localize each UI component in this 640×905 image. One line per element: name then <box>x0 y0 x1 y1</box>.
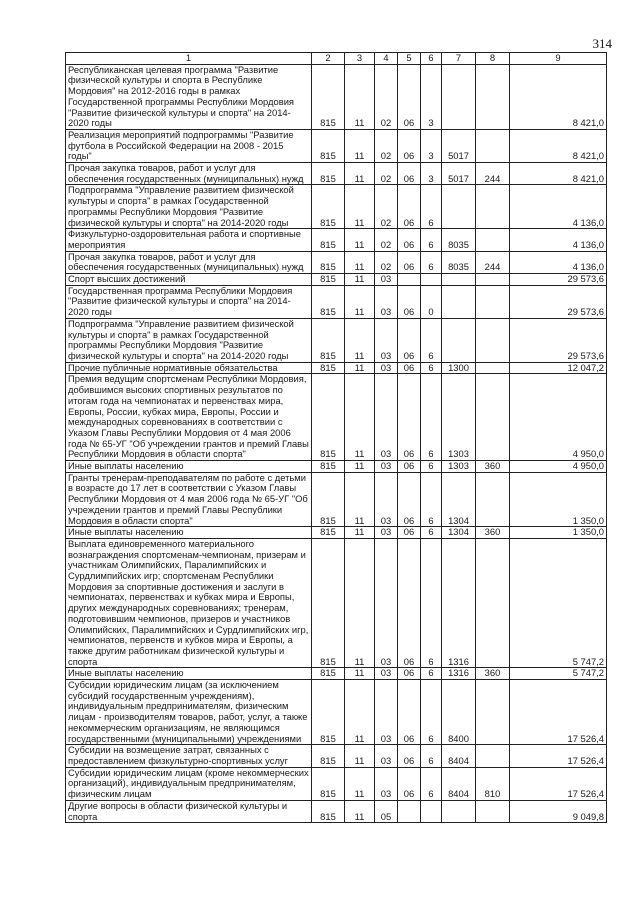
row-subsection: 03 <box>375 538 398 667</box>
row-subprogram: 6 <box>421 538 442 667</box>
row-target: 1316 <box>442 668 476 680</box>
row-section: 11 <box>345 163 375 185</box>
row-program <box>398 800 421 822</box>
row-subsection: 03 <box>375 472 398 527</box>
row-section: 11 <box>345 318 375 362</box>
row-expense-type <box>476 274 510 286</box>
table-row <box>66 185 607 229</box>
row-amount: 29 573,6 <box>510 274 607 286</box>
row-section: 11 <box>345 285 375 318</box>
row-target <box>442 800 476 822</box>
row-name: Субсидии на возмещение затрат, связанных с предоставлением физкультурно-спортивных услуг <box>66 745 312 767</box>
header-col-5: 5 <box>398 53 421 65</box>
row-program: 06 <box>398 64 421 129</box>
row-target <box>442 318 476 362</box>
row-chapter: 815 <box>312 745 345 767</box>
row-program <box>398 274 421 286</box>
row-chapter: 815 <box>312 362 345 374</box>
row-subprogram: 6 <box>421 745 442 767</box>
row-target: 1300 <box>442 362 476 374</box>
row-subprogram: 6 <box>421 668 442 680</box>
row-program: 06 <box>398 527 421 539</box>
row-amount: 4 950,0 <box>510 461 607 473</box>
row-program: 06 <box>398 472 421 527</box>
row-section: 11 <box>345 274 375 286</box>
row-subsection: 02 <box>375 64 398 129</box>
table-row <box>66 668 607 680</box>
row-program: 06 <box>398 538 421 667</box>
row-section: 11 <box>345 461 375 473</box>
row-name: Подпрограмма "Управление развитием физической культуры и спорта" в рамках Государственной программы Республики Мордовия "Развитие физической культуры и спорта" на 2014-2020 годы <box>66 318 312 362</box>
header-col-1: 1 <box>66 53 312 65</box>
row-expense-type: 810 <box>476 767 510 800</box>
row-expense-type <box>476 680 510 745</box>
row-subprogram: 6 <box>421 461 442 473</box>
table-row <box>66 745 607 767</box>
row-section: 11 <box>345 800 375 822</box>
row-name: Гранты тренерам-преподавателям по работе с детьми в возрасте до 17 лет в соответствии с Указом Главы Республики Мордовия от 4 мая 2006 года № 65-УГ "Об учреждении грантов и премий Главы Республики Мордовия в области спорта" <box>66 472 312 527</box>
table-row <box>66 229 607 251</box>
row-name: Иные выплаты населению <box>66 527 312 539</box>
row-chapter: 815 <box>312 800 345 822</box>
row-amount: 4 136,0 <box>510 229 607 251</box>
row-section: 11 <box>345 229 375 251</box>
row-subprogram: 6 <box>421 374 442 461</box>
row-subsection: 05 <box>375 800 398 822</box>
row-subprogram: 6 <box>421 251 442 273</box>
row-chapter: 815 <box>312 229 345 251</box>
row-subprogram <box>421 800 442 822</box>
row-subsection: 03 <box>375 285 398 318</box>
row-subprogram: 6 <box>421 472 442 527</box>
table-row <box>66 538 607 667</box>
row-target <box>442 274 476 286</box>
row-chapter: 815 <box>312 767 345 800</box>
row-amount: 4 136,0 <box>510 185 607 229</box>
header-col-9: 9 <box>510 53 607 65</box>
row-subprogram: 3 <box>421 129 442 162</box>
row-subsection: 03 <box>375 680 398 745</box>
row-target <box>442 185 476 229</box>
table-row <box>66 251 607 273</box>
header-row <box>66 53 607 65</box>
row-program: 06 <box>398 374 421 461</box>
row-subprogram <box>421 274 442 286</box>
row-amount: 1 350,0 <box>510 527 607 539</box>
row-program: 06 <box>398 251 421 273</box>
row-amount: 29 573,6 <box>510 285 607 318</box>
row-subprogram: 6 <box>421 229 442 251</box>
row-target: 1303 <box>442 374 476 461</box>
row-expense-type: 360 <box>476 527 510 539</box>
row-subsection: 02 <box>375 129 398 162</box>
table-row <box>66 285 607 318</box>
row-subsection: 02 <box>375 163 398 185</box>
row-target: 8035 <box>442 229 476 251</box>
row-subprogram: 3 <box>421 64 442 129</box>
row-subsection: 03 <box>375 668 398 680</box>
row-name: Государственная программа Республики Мордовия "Развитие физической культуры и спорта" на 2014-2020 годы <box>66 285 312 318</box>
row-program: 06 <box>398 285 421 318</box>
row-name: Другие вопросы в области физической культуры и спорта <box>66 800 312 822</box>
table-row <box>66 274 607 286</box>
row-target: 1303 <box>442 461 476 473</box>
table-row <box>66 163 607 185</box>
table-row <box>66 129 607 162</box>
row-program: 06 <box>398 129 421 162</box>
row-expense-type: 360 <box>476 461 510 473</box>
row-subsection: 03 <box>375 745 398 767</box>
row-chapter: 815 <box>312 64 345 129</box>
row-expense-type <box>476 362 510 374</box>
row-section: 11 <box>345 745 375 767</box>
row-program: 06 <box>398 680 421 745</box>
row-amount: 4 136,0 <box>510 251 607 273</box>
row-program: 06 <box>398 163 421 185</box>
row-chapter: 815 <box>312 318 345 362</box>
row-chapter: 815 <box>312 251 345 273</box>
row-expense-type: 244 <box>476 251 510 273</box>
row-amount: 29 573,6 <box>510 318 607 362</box>
row-target: 1304 <box>442 472 476 527</box>
row-name: Иные выплаты населению <box>66 461 312 473</box>
header-col-8: 8 <box>476 53 510 65</box>
row-section: 11 <box>345 680 375 745</box>
row-name: Иные выплаты населению <box>66 668 312 680</box>
table-row <box>66 374 607 461</box>
row-program: 06 <box>398 185 421 229</box>
row-amount: 4 950,0 <box>510 374 607 461</box>
row-target <box>442 64 476 129</box>
row-target: 5017 <box>442 129 476 162</box>
row-subsection: 02 <box>375 185 398 229</box>
row-target: 8035 <box>442 251 476 273</box>
row-chapter: 815 <box>312 129 345 162</box>
row-amount: 9 049,8 <box>510 800 607 822</box>
row-chapter: 815 <box>312 185 345 229</box>
row-subprogram: 6 <box>421 185 442 229</box>
header-col-6: 6 <box>421 53 442 65</box>
row-section: 11 <box>345 472 375 527</box>
row-expense-type <box>476 285 510 318</box>
table-row <box>66 527 607 539</box>
budget-table <box>65 52 607 823</box>
row-program: 06 <box>398 229 421 251</box>
row-section: 11 <box>345 374 375 461</box>
row-target: 1304 <box>442 527 476 539</box>
row-target: 1316 <box>442 538 476 667</box>
row-subprogram: 6 <box>421 527 442 539</box>
row-name: Прочая закупка товаров, работ и услуг для обеспечения государственных (муниципальных) нужд <box>66 251 312 273</box>
row-expense-type <box>476 800 510 822</box>
row-program: 06 <box>398 461 421 473</box>
row-name: Подпрограмма "Управление развитием физической культуры и спорта" в рамках Государственной программы Республики Мордовия "Развитие физической культуры и спорта" на 2014-2020 годы <box>66 185 312 229</box>
row-amount: 8 421,0 <box>510 129 607 162</box>
row-program: 06 <box>398 745 421 767</box>
header-col-2: 2 <box>312 53 345 65</box>
table-row <box>66 318 607 362</box>
row-target: 5017 <box>442 163 476 185</box>
row-chapter: 815 <box>312 285 345 318</box>
row-target: 8404 <box>442 745 476 767</box>
row-amount: 5 747,2 <box>510 668 607 680</box>
row-name: Реализация мероприятий подпрограммы "Развитие футбола в Российской Федерации на 2008 - 2015 годы" <box>66 129 312 162</box>
row-chapter: 815 <box>312 461 345 473</box>
row-target: 8400 <box>442 680 476 745</box>
row-section: 11 <box>345 668 375 680</box>
row-subsection: 02 <box>375 251 398 273</box>
row-chapter: 815 <box>312 538 345 667</box>
row-amount: 5 747,2 <box>510 538 607 667</box>
row-target: 8404 <box>442 767 476 800</box>
row-chapter: 815 <box>312 274 345 286</box>
row-section: 11 <box>345 64 375 129</box>
row-subsection: 03 <box>375 527 398 539</box>
row-subprogram: 3 <box>421 163 442 185</box>
row-expense-type <box>476 745 510 767</box>
table-row <box>66 64 607 129</box>
row-amount: 1 350,0 <box>510 472 607 527</box>
page-number: 314 <box>592 36 612 51</box>
row-expense-type <box>476 229 510 251</box>
row-expense-type: 244 <box>476 163 510 185</box>
row-expense-type <box>476 64 510 129</box>
row-target <box>442 285 476 318</box>
row-subsection: 03 <box>375 274 398 286</box>
row-section: 11 <box>345 129 375 162</box>
row-subsection: 03 <box>375 767 398 800</box>
row-name: Субсидии юридическим лицам (кроме некоммерческих организаций), индивидуальным предпринимателям, физическим лицам <box>66 767 312 800</box>
row-name: Физкультурно-оздоровительная работа и спортивные мероприятия <box>66 229 312 251</box>
row-chapter: 815 <box>312 472 345 527</box>
table-row <box>66 800 607 822</box>
row-expense-type <box>476 318 510 362</box>
row-amount: 12 047,2 <box>510 362 607 374</box>
row-chapter: 815 <box>312 668 345 680</box>
row-chapter: 815 <box>312 680 345 745</box>
row-subprogram: 6 <box>421 318 442 362</box>
row-section: 11 <box>345 538 375 667</box>
row-subprogram: 6 <box>421 767 442 800</box>
row-section: 11 <box>345 185 375 229</box>
row-chapter: 815 <box>312 374 345 461</box>
row-subprogram: 6 <box>421 680 442 745</box>
table-row <box>66 472 607 527</box>
row-chapter: 815 <box>312 163 345 185</box>
header-col-3: 3 <box>345 53 375 65</box>
row-amount: 17 526,4 <box>510 767 607 800</box>
row-name: Субсидии юридическим лицам (за исключением субсидий государственным учреждениям), индивидуальным предпринимателям, физическим лицам - производителям товаров, работ, услуг, а также некоммерческим организациям, не являющимся государственными (муниципальными) учреждениями <box>66 680 312 745</box>
row-subsection: 03 <box>375 374 398 461</box>
row-section: 11 <box>345 527 375 539</box>
row-expense-type <box>476 472 510 527</box>
row-program: 06 <box>398 362 421 374</box>
row-program: 06 <box>398 668 421 680</box>
row-name: Премия ведущим спортсменам Республики Мордовия, добившимся высоких спортивных результатов по итогам года на чемпионатах и первенствах мира, Европы, России, кубках мира, Европы, России и международных соревнованиях в соответствии с Указом Главы Республики Мордовия от 4 мая 2006 года № 65-УГ "Об учреждении грантов и премий Главы Республики Мордовия в области спорта" <box>66 374 312 461</box>
row-subsection: 03 <box>375 318 398 362</box>
row-expense-type: 360 <box>476 668 510 680</box>
table-row <box>66 461 607 473</box>
row-subsection: 03 <box>375 461 398 473</box>
row-chapter: 815 <box>312 527 345 539</box>
row-subprogram: 6 <box>421 362 442 374</box>
row-amount: 8 421,0 <box>510 163 607 185</box>
row-section: 11 <box>345 362 375 374</box>
row-name: Прочая закупка товаров, работ и услуг для обеспечения государственных (муниципальных) нужд <box>66 163 312 185</box>
header-col-4: 4 <box>375 53 398 65</box>
table-row <box>66 767 607 800</box>
row-program: 06 <box>398 767 421 800</box>
row-subsection: 02 <box>375 229 398 251</box>
row-name: Спорт высших достижений <box>66 274 312 286</box>
header-col-7: 7 <box>442 53 476 65</box>
row-program: 06 <box>398 318 421 362</box>
row-expense-type <box>476 129 510 162</box>
row-name: Республиканская целевая программа "Развитие физической культуры и спорта в Республике Мордовия" на 2012-2016 годы в рамках Государственной программы Республики Мордовия "Развитие физической культуры и спорта" на 2014-2020 годы <box>66 64 312 129</box>
row-amount: 17 526,4 <box>510 745 607 767</box>
row-expense-type <box>476 538 510 667</box>
row-section: 11 <box>345 251 375 273</box>
row-expense-type <box>476 374 510 461</box>
row-name: Прочие публичные нормативные обязательства <box>66 362 312 374</box>
table-row <box>66 680 607 745</box>
row-expense-type <box>476 185 510 229</box>
table-row <box>66 362 607 374</box>
row-name: Выплата единовременного материального вознаграждения спортсменам-чемпионам, призерам и участникам Олимпийских, Паралимпийских и Сурдлимпийских игр; спортсменам Республики Мордовия за спортивные достижения и заслуги в чемпионатах, первенствах и кубках мира и Европы, других международных соревнованиях; тренерам, подготовившим чемпионов, призеров и участников Олимпийских, Паралимпийских и Сурдлимпийских игр, чемпионатов, первенств и кубков мира и Европы, а также другим работникам физической культуры и спорта <box>66 538 312 667</box>
row-amount: 8 421,0 <box>510 64 607 129</box>
row-subsection: 03 <box>375 362 398 374</box>
row-subprogram: 0 <box>421 285 442 318</box>
row-amount: 17 526,4 <box>510 680 607 745</box>
row-section: 11 <box>345 767 375 800</box>
